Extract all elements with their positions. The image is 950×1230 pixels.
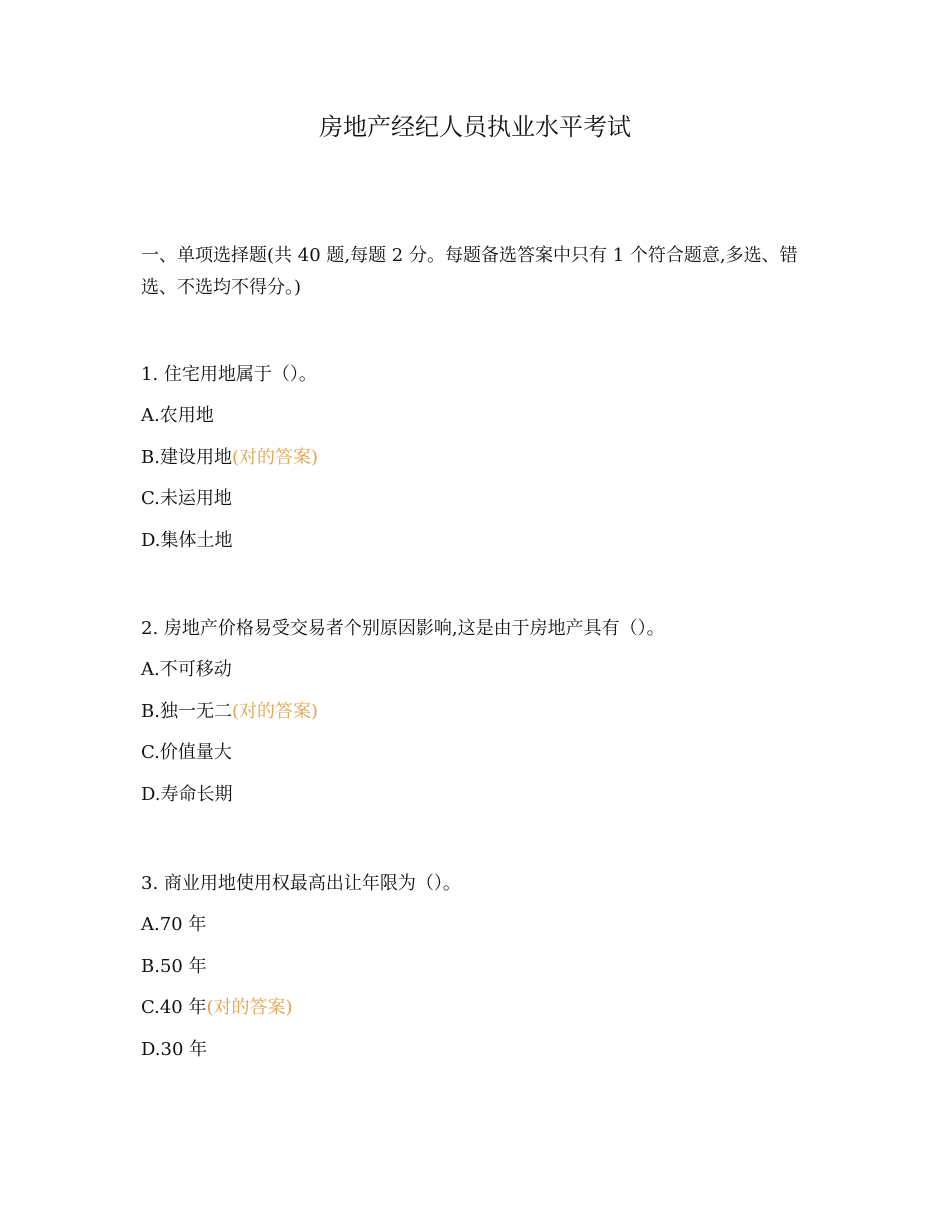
option-b [141, 445, 821, 471]
option-d [141, 528, 821, 554]
option-text: C.价值量大 [141, 742, 232, 763]
document-title: 房地产经纪人员执业水平考试 [319, 113, 631, 141]
option-text: D.寿命长期 [141, 783, 233, 805]
option-a [141, 657, 821, 683]
option-d [141, 1037, 821, 1063]
option-text: D.30 年 [141, 1038, 208, 1060]
option-a [141, 403, 821, 429]
option-d [141, 782, 821, 808]
question-text: 3. 商业用地使用权最高出让年限为（）。 [141, 873, 461, 894]
option-text: D.集体土地 [141, 529, 233, 551]
option-c [141, 486, 821, 512]
option-text: C.40 年 [141, 997, 207, 1018]
option-text: B.独一无二 [141, 700, 232, 722]
option-text: C.未运用地 [141, 488, 232, 509]
answer-mark: (对的答案) [206, 997, 293, 1018]
question-text: 2. 房地产价格易受交易者个别原因影响,这是由于房地产具有（）。 [141, 618, 665, 639]
option-b [141, 954, 821, 980]
answer-mark: (对的答案) [231, 446, 318, 468]
option-text: B.50 年 [141, 955, 207, 977]
section-heading: 一、单项选择题(共 40 题,每题 2 分。每题备选答案中只有 1 个符合题意,多选、错选、不选均不得分。) [141, 245, 798, 298]
question-text: 1. 住宅用地属于（）。 [141, 364, 317, 385]
question-1 [141, 362, 821, 569]
option-a [141, 912, 821, 938]
option-c [141, 995, 821, 1021]
question-3 [141, 871, 821, 1078]
option-text: B.建设用地 [141, 446, 232, 468]
answer-mark: (对的答案) [231, 700, 318, 722]
option-text: A.农用地 [141, 405, 214, 426]
option-text: A.不可移动 [141, 659, 232, 680]
option-b [141, 699, 821, 725]
question-2 [141, 616, 821, 823]
option-text: A.70 年 [141, 914, 207, 935]
option-c [141, 740, 821, 766]
